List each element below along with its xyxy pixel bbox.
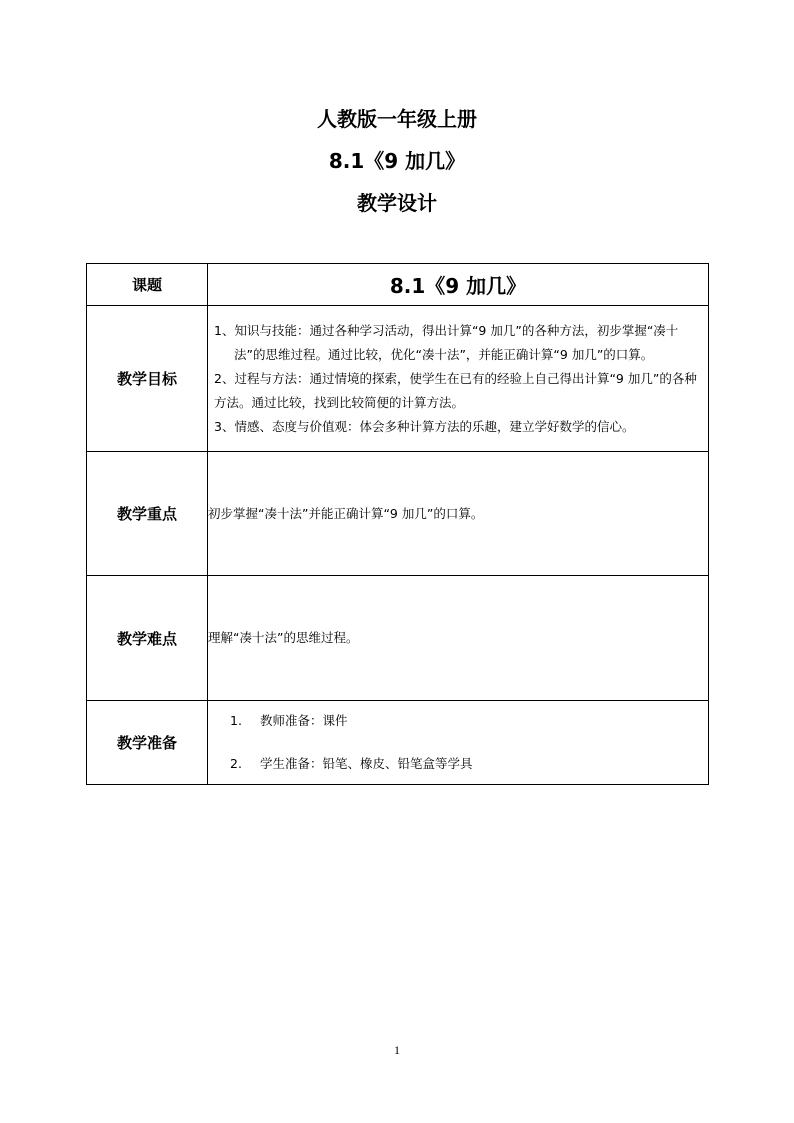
list-item-text: 教师准备：课件 bbox=[260, 713, 348, 728]
list-item-number: 1. bbox=[230, 713, 242, 728]
table-row-key-points bbox=[87, 452, 709, 576]
table-row-objectives bbox=[87, 306, 709, 452]
key-points-label: 教学重点 bbox=[87, 452, 208, 576]
preparation-label: 教学准备 bbox=[87, 701, 208, 785]
page-number: 1 bbox=[394, 1043, 400, 1057]
list-item bbox=[208, 754, 708, 774]
list-item-number: 2. bbox=[230, 756, 242, 771]
objective-item: 1、知识与技能：通过各种学习活动，得出计算“9 加几”的各种方法，初步掌握“凑十法”的思维过程。通过比较，优化“凑十法”，并能正确计算“9 加几”的口算。 bbox=[214, 322, 679, 362]
list-item-text: 学生准备：铅笔、橡皮、铅笔盒等学具 bbox=[260, 756, 473, 771]
list-item bbox=[208, 711, 708, 731]
difficulties-text: 理解“凑十法”的思维过程。 bbox=[208, 576, 709, 701]
table-row-difficulties bbox=[87, 576, 709, 701]
objectives-content bbox=[208, 306, 709, 452]
objectives-label: 教学目标 bbox=[87, 306, 208, 452]
document-title-type: 教学设计 bbox=[357, 191, 437, 215]
lesson-plan-table bbox=[86, 263, 709, 785]
topic-label: 课题 bbox=[87, 264, 208, 306]
topic-value: 8.1《9 加几》 bbox=[208, 264, 709, 306]
preparation-list bbox=[208, 711, 708, 774]
difficulties-label: 教学难点 bbox=[87, 576, 208, 701]
objective-item: 3、情感、态度与价值观：体会多种计算方法的乐趣，建立学好数学的信心。 bbox=[214, 418, 635, 434]
table-row-topic bbox=[87, 264, 709, 306]
document-title-series: 人教版一年级上册 bbox=[317, 107, 477, 131]
preparation-content bbox=[208, 701, 709, 785]
document-title-lesson: 8.1《9 加几》 bbox=[328, 149, 466, 173]
table-row-preparation bbox=[87, 701, 709, 785]
key-points-text: 初步掌握“凑十法”并能正确计算“9 加几”的口算。 bbox=[208, 452, 709, 576]
objective-item: 2、过程与方法：通过情境的探索，使学生在已有的经验上自己得出计算“9 加几”的各种方法。通过比较，找到比较简便的计算方法。 bbox=[214, 370, 697, 410]
